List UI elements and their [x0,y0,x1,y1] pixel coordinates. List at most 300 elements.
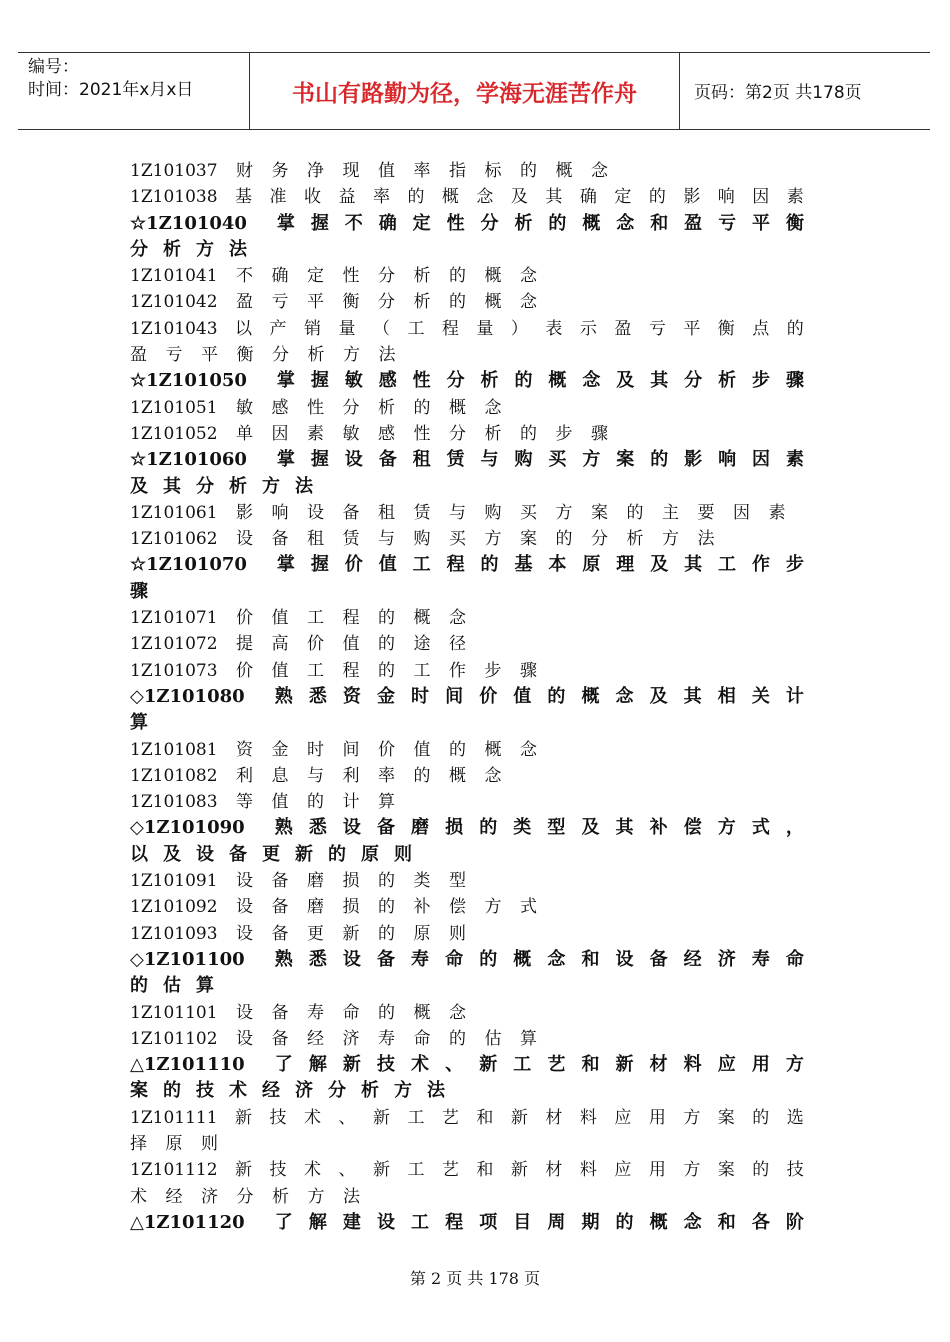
outline-char: 作 [752,554,771,576]
outline-char: 方 [662,529,680,550]
outline-char: 工 [513,1054,532,1076]
outline-char: 工 [413,660,431,681]
outline-char: 租 [412,449,431,471]
outline-item-line [130,1131,804,1157]
outline-code: 1Z101101 [130,1002,218,1023]
outline-item-line [130,737,804,763]
outline-char: 间 [342,739,360,760]
outline-char: 析 [480,370,499,392]
outline-char: 悉 [308,817,327,839]
outline-char: 掌 [276,370,295,392]
outline-code: ◇1Z101090 [130,817,245,839]
outline-char: 的 [752,1107,770,1128]
outline-char: 析 [413,292,431,313]
outline-char: 新 [479,1054,498,1076]
outline-char: 分 [272,345,289,366]
outline-char: 步 [555,423,573,444]
outline-char: 的 [413,397,431,418]
header-info-cell [18,53,250,130]
outline-heading-line [130,1210,804,1236]
outline-char: 因 [752,187,770,208]
outline-char: 念 [449,1002,467,1023]
outline-char: 分 [130,238,148,260]
outline-char: 备 [271,871,289,892]
outline-char: 阶 [785,1211,804,1233]
outline-char: 理 [616,554,635,576]
outline-char: 算 [196,975,214,997]
outline-char: 和 [476,1160,494,1181]
outline-code: ☆1Z101050 [130,370,247,392]
outline-char: 各 [751,1211,770,1233]
outline-heading-line [130,579,804,605]
outline-char: 购 [484,502,502,523]
outline-char: 的 [520,161,538,181]
outline-code: 1Z101081 [130,739,218,760]
outline-char: 等 [236,792,254,813]
outline-char: 补 [413,897,431,918]
outline-char: 盈 [614,318,632,339]
outline-char: ， [785,817,804,839]
outline-char: 的 [378,1002,396,1023]
outline-char: 资 [342,685,361,707]
outline-heading-line [130,211,804,237]
outline-char: 的 [555,529,573,550]
outline-item-line [130,263,804,289]
outline-char: 设 [236,871,254,892]
outline-char: 响 [717,187,735,208]
outline-char: 备 [271,897,289,918]
outline-item-line [130,631,804,657]
outline-char: 骤 [520,660,538,681]
outline-char: 标 [484,161,502,181]
outline-char: 的 [514,370,533,392]
outline-heading-line [130,815,804,841]
outline-char: 期 [581,1211,600,1233]
outline-char: 其 [683,685,702,707]
outline-char: 寿 [307,1002,325,1023]
outline-char: 方 [785,1054,804,1076]
outline-char: 价 [378,739,396,760]
outline-item-line [130,421,804,447]
outline-char: 高 [271,634,289,655]
outline-char: 型 [449,871,467,892]
outline-char: 补 [649,817,668,839]
outline-char: 值 [271,608,289,629]
outline-char: 的 [130,975,148,997]
outline-char: 租 [378,502,396,523]
outline-char: 概 [581,685,600,707]
outline-char: 其 [684,554,703,576]
outline-heading-line [130,947,804,973]
outline-char: 方 [196,238,214,260]
outline-char: 析 [307,345,325,366]
outline-char: 方 [484,897,502,918]
outline-char: 的 [449,739,467,760]
outline-char: 及 [616,370,635,392]
outline-char: 析 [163,238,181,260]
outline-code: 1Z101071 [130,608,218,629]
outline-char: 建 [342,1211,361,1233]
outline-char: 析 [229,475,247,497]
outline-heading-line [130,237,804,263]
outline-char: 敏 [344,370,363,392]
outline-char: 概 [413,608,431,629]
outline-char: 方 [484,529,502,550]
outline-item-line [130,1105,804,1131]
outline-char: 则 [394,843,412,865]
outline-char: 料 [579,1107,597,1128]
outline-char: 价 [236,608,254,629]
outline-char: 其 [163,475,181,497]
outline-char: 命 [342,1002,360,1023]
outline-char: 方 [717,817,736,839]
outline-char: 的 [752,1160,770,1181]
outline-char: 的 [413,765,431,786]
outline-char: 解 [308,1054,327,1076]
outline-char: 作 [449,660,467,681]
outline-char: 及 [649,685,668,707]
outline-item-line [130,894,804,920]
outline-char: 收 [303,187,321,208]
outline-code: 1Z101061 [130,502,218,523]
outline-char: 性 [413,423,431,444]
outline-char: 设 [196,843,214,865]
outline-char: 时 [411,685,430,707]
outline-item-line [130,921,804,947]
outline-char: 工 [307,608,325,629]
outline-code: ☆1Z101040 [130,212,247,234]
outline-code: 1Z101102 [130,1028,218,1049]
outline-char: 新 [510,1107,528,1128]
outline-item-line [130,526,804,552]
outline-char: 更 [262,843,280,865]
outline-char: 应 [717,1054,736,1076]
outline-code: 1Z101062 [130,529,218,550]
outline-char: 租 [307,529,325,550]
outline-char: 新 [372,1160,390,1181]
outline-char: 类 [413,871,431,892]
outline-char: 主 [662,502,680,523]
outline-char: 程 [446,554,465,576]
outline-char: 素 [786,187,804,208]
outline-char: 步 [785,554,804,576]
outline-char: 性 [446,212,465,234]
outline-char: 分 [480,212,499,234]
outline-item-line [130,868,804,894]
outline-char: 与 [307,765,325,786]
outline-char: 途 [413,634,431,655]
outline-char: 务 [271,161,289,181]
outline-char: 的 [449,1028,467,1049]
outline-char: 备 [378,449,397,471]
outline-char: 寿 [751,948,770,970]
page-header [18,52,930,130]
outline-char: 平 [201,345,218,366]
outline-char: 的 [547,685,566,707]
outline-char: 艺 [441,1107,459,1128]
outline-code: 1Z101093 [130,923,218,944]
outline-char: 概 [513,948,532,970]
outline-char: 法 [378,345,396,366]
outline-char: 的 [520,423,538,444]
outline-char: 寿 [378,1028,396,1049]
outline-char: 悉 [308,685,327,707]
outline-char: 念 [520,266,538,287]
outline-char: 分 [684,370,703,392]
outline-code: ☆1Z101060 [130,449,247,471]
outline-char: 基 [514,554,533,576]
outline-char: 计 [785,685,804,707]
outline-char: 周 [547,1211,566,1233]
outline-char: 衡 [717,318,735,339]
outline-char: 概 [441,187,459,208]
outline-char: 方 [555,502,573,523]
outline-char: 亏 [648,318,666,339]
outline-char: 素 [307,423,325,444]
outline-code: 1Z101072 [130,634,218,655]
outline-char: 法 [229,238,247,260]
outline-char: 设 [236,1002,254,1023]
outline-char: 感 [271,397,289,418]
outline-char: 间 [445,685,464,707]
outline-char: 握 [310,370,329,392]
outline-char: 影 [683,187,701,208]
outline-char: 销 [303,318,321,339]
outline-char: 损 [445,817,464,839]
outline-char: 析 [378,397,396,418]
outline-char: 价 [344,554,363,576]
outline-char: 材 [545,1160,563,1181]
outline-char: 概 [582,212,601,234]
outline-char: 择 [130,1133,147,1154]
outline-char: 衡 [342,292,360,313]
outline-char: 算 [378,792,396,813]
outline-char: 定 [614,187,632,208]
outline-char: 损 [342,897,360,918]
outline-char: 值 [378,161,396,181]
outline-char: 设 [344,449,363,471]
outline-char: 的 [786,318,804,339]
outline-char: 设 [307,502,325,523]
outline-char: 备 [271,529,289,550]
outline-char: 命 [445,948,464,970]
outline-char: 熟 [274,685,293,707]
outline-char: 利 [236,765,254,786]
outline-char: 素 [768,502,786,523]
outline-char: 其 [545,187,563,208]
outline-char: 、 [445,1054,464,1076]
outline-char: 工 [307,660,325,681]
outline-char: 新 [615,1054,634,1076]
outline-code: ☆1Z101070 [130,554,247,576]
outline-char: 析 [272,1186,289,1207]
outline-char: 和 [476,1107,494,1128]
outline-char: 原 [361,843,379,865]
outline-char: 设 [342,948,361,970]
outline-char: 其 [650,370,669,392]
outline-code: 1Z101042 [130,292,218,313]
outline-char: 设 [236,897,254,918]
outline-char: 掌 [276,212,295,234]
outline-char: 式 [751,817,770,839]
outline-char: 性 [307,397,325,418]
outline-char: 定 [307,266,325,287]
outline-char: 资 [236,739,254,760]
outline-char: 念 [547,948,566,970]
outline-char: 济 [295,1080,313,1102]
outline-char: 备 [376,817,395,839]
outline-char: 估 [163,975,181,997]
outline-char: 方 [582,449,601,471]
document-number-label: 编号： [28,57,79,77]
outline-char: 握 [310,449,329,471]
outline-char: 平 [752,212,771,234]
outline-char: 了 [274,1211,293,1233]
outline-char: 确 [579,187,597,208]
outline-char: 量 [338,318,356,339]
outline-char: 步 [484,660,502,681]
document-time-label: 时间：2021年x月x日 [28,80,194,100]
outline-code: 1Z101092 [130,897,218,918]
outline-char: 及 [581,817,600,839]
outline-char: 值 [378,554,397,576]
outline-char: 方 [262,475,280,497]
outline-char: 定 [412,212,431,234]
outline-char: 价 [307,634,325,655]
outline-item-line [130,789,804,815]
outline-char: 设 [615,948,634,970]
outline-char: 备 [271,923,289,944]
outline-char: 工 [407,1107,425,1128]
outline-char: 磨 [411,817,430,839]
outline-item-line [130,763,804,789]
outline-char: 工 [407,1160,425,1181]
outline-char: 的 [548,212,567,234]
outline-char: 术 [229,1080,247,1102]
outline-char: 掌 [276,554,295,576]
outline-char: 买 [449,529,467,550]
outline-char: 的 [650,449,669,471]
outline-char: 提 [236,634,254,655]
outline-code: 1Z101041 [130,266,218,287]
outline-char: 亏 [165,345,183,366]
outline-char: 现 [342,161,360,181]
outline-char: 率 [413,161,431,181]
outline-item-line [130,342,804,368]
outline-char: 、 [338,1107,356,1128]
outline-char: 素 [785,449,804,471]
outline-char: 设 [236,529,254,550]
outline-char: 术 [303,1107,321,1128]
outline-code: 1Z101037 [130,161,218,181]
outline-char: 用 [751,1054,770,1076]
outline-char: 经 [262,1080,280,1102]
outline-char: 案 [616,449,635,471]
outline-char: 敏 [342,423,360,444]
outline-char: 项 [479,1211,498,1233]
outline-char: 掌 [276,449,295,471]
outline-char: 赁 [446,449,465,471]
outline-char: 平 [307,292,325,313]
outline-char: 艺 [441,1160,459,1181]
outline-char: 的 [626,502,644,523]
outline-char: 利 [342,765,360,786]
outline-item-line [130,395,804,421]
outline-char: 率 [378,765,396,786]
outline-char: 购 [514,449,533,471]
outline-char: 的 [378,608,396,629]
outline-char: 财 [236,161,254,181]
outline-char: 备 [649,948,668,970]
outline-char: 示 [579,318,597,339]
outline-char: 术 [130,1186,147,1207]
outline-char: 念 [591,161,609,181]
outline-char: 经 [165,1186,183,1207]
outline-char: 的 [480,554,499,576]
outline-item-line [130,500,804,526]
outline-char: 选 [786,1107,804,1128]
outline-char: 术 [303,1160,321,1181]
outline-char: 以 [235,318,253,339]
outline-char: 式 [520,897,538,918]
outline-char: 概 [449,397,467,418]
outline-char: （ [372,318,390,339]
outline-char: 念 [520,739,538,760]
outline-char: 设 [342,817,361,839]
outline-heading-line [130,1078,804,1104]
outline-char: 盈 [130,345,147,366]
outline-char: 程 [342,660,360,681]
outline-char: 念 [476,187,494,208]
outline-char: 应 [614,1160,632,1181]
outline-char: 命 [785,948,804,970]
outline-char: 的 [378,660,396,681]
outline-char: 技 [269,1107,287,1128]
outline-char: 新 [235,1107,253,1128]
outline-char: 案 [717,1160,735,1181]
outline-char: 平 [683,318,701,339]
outline-char: 衡 [785,212,804,234]
outline-heading-line [130,552,804,578]
outline-char: 念 [484,765,502,786]
outline-char: 案 [130,1080,148,1102]
outline-char: 材 [545,1107,563,1128]
page-footer: 第 2 页 共 178 页 [409,1269,541,1288]
outline-char: 法 [427,1080,445,1102]
outline-char: 类 [513,817,532,839]
outline-char: 分 [328,1080,346,1102]
outline-char: 分 [196,475,214,497]
outline-char: 念 [520,292,538,313]
outline-char: 其 [615,817,634,839]
outline-char: 方 [683,1107,701,1128]
outline-char: 值 [271,660,289,681]
header-page-cell [680,53,930,130]
outline-heading-line [130,842,804,868]
outline-char: 净 [307,161,325,181]
outline-char: 寿 [411,948,430,970]
outline-char: 相 [717,685,736,707]
outline-char: 念 [615,685,634,707]
outline-char: 买 [520,502,538,523]
outline-char: 骤 [785,370,804,392]
outline-char: 型 [547,817,566,839]
outline-char: 析 [626,529,644,550]
outline-char: 原 [582,554,601,576]
outline-char: 和 [581,1054,600,1076]
outline-char: 的 [615,1211,634,1233]
outline-char: 备 [342,502,360,523]
